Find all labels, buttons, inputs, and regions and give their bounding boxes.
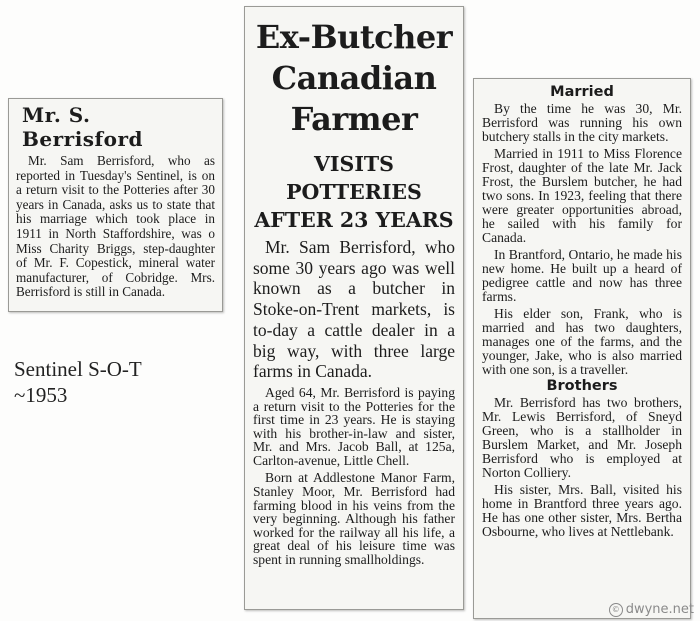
subheadline — [253, 150, 455, 234]
lead-paragraph: Mr. Sam Berrisford, who some 30 years ago was well known as a butcher in Stoke-on-Trent markets, is to-day a cattle dealer in a big way, with three large farms in Canada. — [253, 237, 455, 382]
right-paragraph-6: His sister, Mrs. Ball, visited his home in Brantford three years ago. He has one other sister, Mrs. Bertha Osbourne, who lives at Nettlebank. — [482, 482, 682, 539]
handwritten-line-1: Sentinel S-O-T — [14, 357, 142, 381]
watermark — [609, 602, 694, 617]
left-clipping-heading: Mr. S. Berrisford — [22, 103, 144, 151]
subheading-brothers: Brothers — [546, 378, 618, 394]
left-clipping — [8, 98, 223, 312]
subheadline-line-1: VISITS POTTERIES — [286, 152, 422, 204]
headline-line-2: Canadian — [271, 59, 437, 97]
handwritten-note — [14, 356, 142, 408]
headline-line-1: Ex-Butcher — [255, 18, 453, 56]
handwritten-line-2: ~1953 — [14, 383, 68, 407]
copyright-icon: © — [609, 603, 623, 617]
left-clipping-text: Mr. Sam Berrisford, who as reported in Tuesday's Sentinel, is on a return visit to the Potteries after 30 years in Canada, asks us to state that his marriage which took place in 1911 in North Staffordshire, was o Miss Charity Briggs, step-daughter of Mr. F. Copestick, mineral water manufacturer, of Cobridge. Mrs. Berrisford is still in Canada. — [16, 153, 215, 300]
right-paragraph-2: Married in 1911 to Miss Florence Frost, daughter of the late Mr. Jack Frost, the Burslem butcher, he had two sons. In 1923, feeling that there were greater opportunities abroad, he sailed with his family for Canada. — [482, 146, 682, 245]
right-clipping — [473, 78, 691, 619]
center-clipping — [244, 6, 464, 610]
right-paragraph-3: In Brantford, Ontario, he made his new home. He built up a heard of pedigree cattle and now has three farms. — [482, 247, 682, 304]
center-paragraph-1: Aged 64, Mr. Berrisford is paying a return visit to the Potteries for the first time in 23 years. He is staying with his brother-in-law and sister, Mr. and Mrs. Jacob Ball, at 125a, Carlton-avenue, Little Chell. — [253, 384, 455, 468]
subheading-married: Married — [550, 84, 614, 100]
subheadline-line-2: AFTER 23 YEARS — [254, 208, 454, 232]
headline-line-3: Farmer — [290, 100, 418, 138]
right-paragraph-4: His elder son, Frank, who is married and has two daughters, manages one of the farms, and the younger, Jake, who is also married with one son, is a traveller. — [482, 306, 682, 377]
watermark-text: dwyne.net — [625, 602, 694, 617]
right-paragraph-1: By the time he was 30, Mr. Berrisford was running his own butchery stalls in the city markets. — [482, 101, 682, 144]
center-paragraph-2: Born at Addlestone Manor Farm, Stanley Moor, Mr. Berrisford had farming blood in his veins from the very beginning. Although his father worked for the railway all his life, a great deal of his leisure time was spent in running smallholdings. — [253, 470, 455, 568]
right-paragraph-5: Mr. Berrisford has two brothers, Mr. Lewis Berrisford, of Sneyd Green, who is a stallholder in Burslem Market, and Mr. Joseph Berrisford who is employed at Norton Colliery. — [482, 395, 682, 480]
